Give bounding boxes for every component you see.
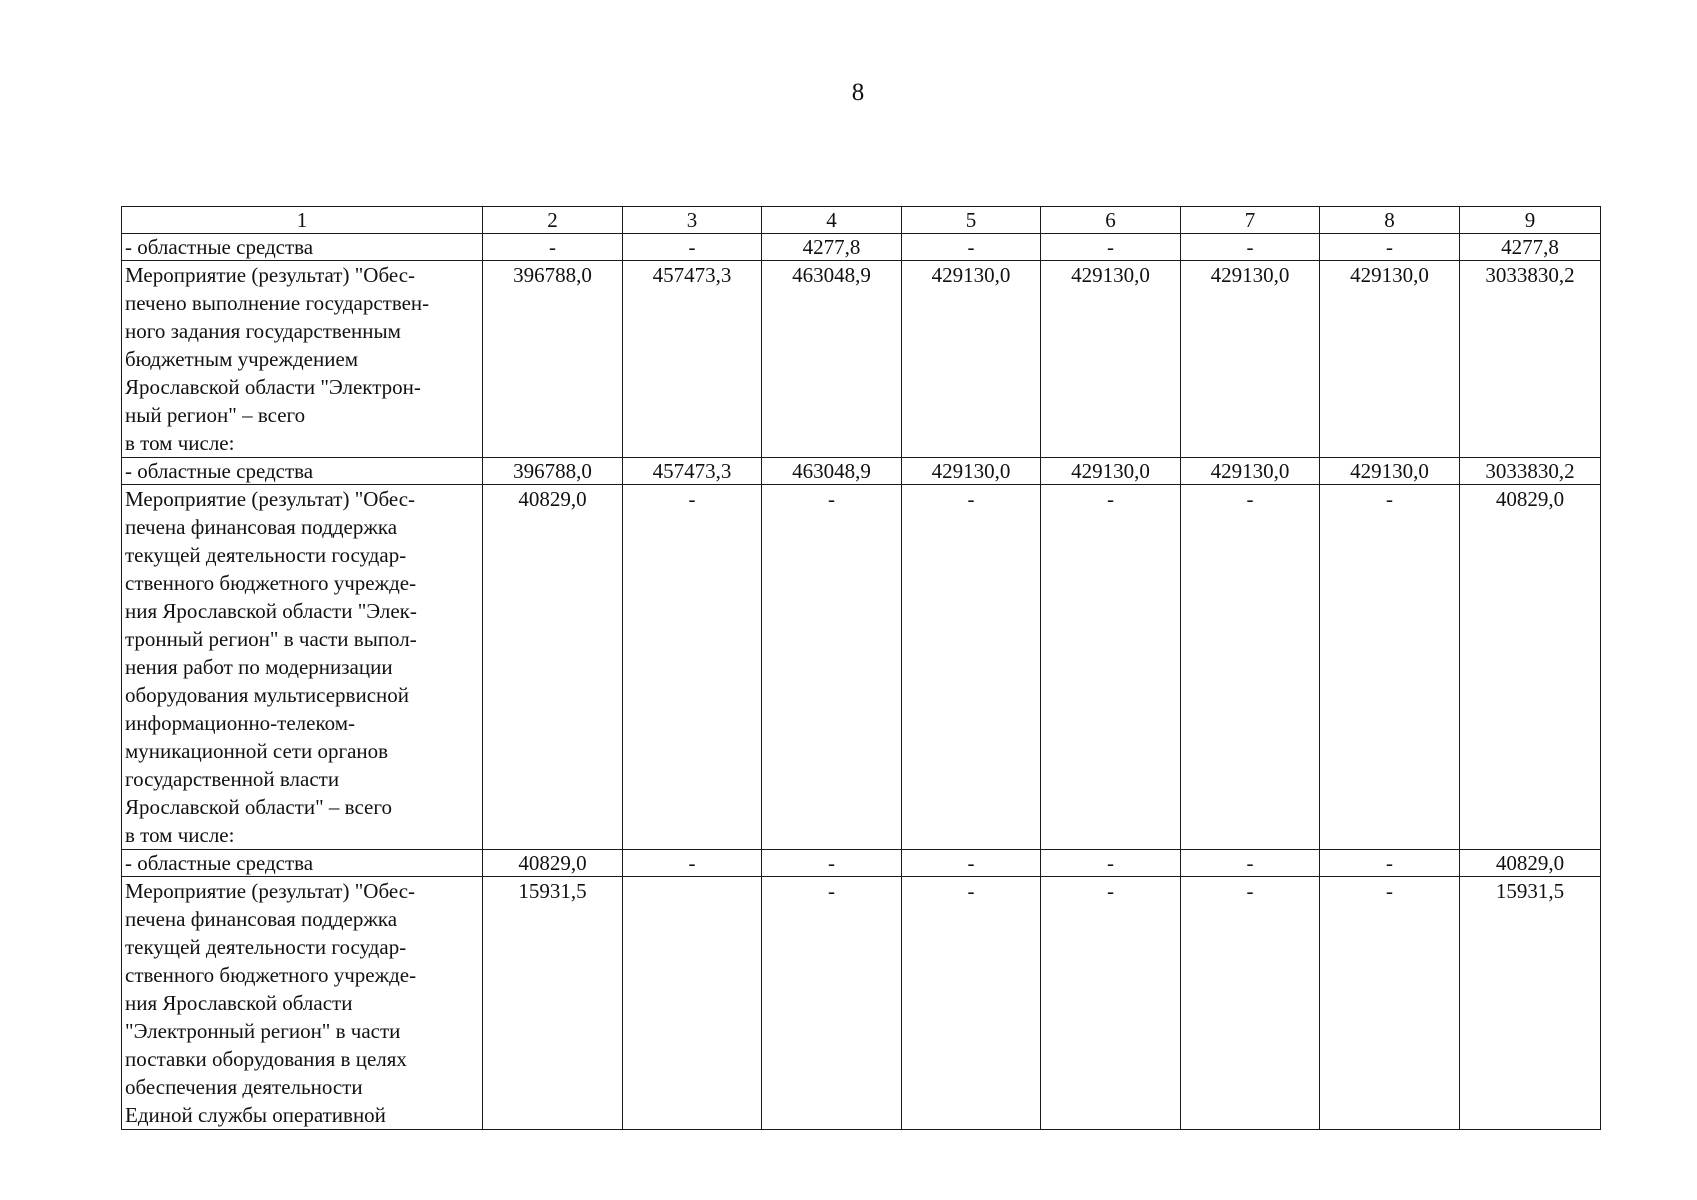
value-cell: 396788,0 (483, 261, 623, 458)
description-line: "Электронный регион" в части (125, 1019, 401, 1043)
description-line: Мероприятие (результат) "Обес- (125, 263, 416, 287)
description-line: ственного бюджетного учрежде- (125, 963, 417, 987)
row-label: - областные средства (122, 458, 483, 485)
description-line: поставки оборудования в целях (125, 1047, 407, 1071)
description-line: в том числе: (125, 431, 235, 455)
value-cell: - (902, 850, 1041, 877)
column-number-5: 5 (902, 207, 1041, 234)
value-cell: - (762, 485, 902, 850)
value-cell: 396788,0 (483, 458, 623, 485)
value-cell: - (1320, 485, 1460, 850)
total-cell: 4277,8 (1460, 234, 1601, 261)
description-line: ния Ярославской области "Элек- (125, 599, 417, 623)
column-number-4: 4 (762, 207, 902, 234)
table-header-row (122, 207, 1601, 234)
value-cell: - (1320, 850, 1460, 877)
value-cell: 429130,0 (1320, 458, 1460, 485)
description-line: ственного бюджетного учрежде- (125, 571, 417, 595)
description-line: бюджетным учреждением (125, 347, 359, 371)
table-row (122, 850, 1601, 877)
value-cell: 429130,0 (902, 458, 1041, 485)
value-cell: - (623, 850, 762, 877)
description-line: ния Ярославской области (125, 991, 353, 1015)
column-number-9: 9 (1460, 207, 1601, 234)
table-row (122, 458, 1601, 485)
description-line: Мероприятие (результат) "Обес- (125, 879, 416, 903)
value-cell: 40829,0 (483, 485, 623, 850)
column-number-2: 2 (483, 207, 623, 234)
value-cell: 429130,0 (1181, 261, 1320, 458)
total-cell: 3033830,2 (1460, 458, 1601, 485)
row-label: - областные средства (122, 850, 483, 877)
total-cell: 15931,5 (1460, 877, 1601, 1130)
description-line: печена финансовая поддержка (125, 515, 398, 539)
table-row (122, 261, 1601, 458)
description-line: Ярославской области" – всего (125, 795, 392, 819)
value-cell: - (902, 877, 1041, 1130)
description-line: государственной власти (125, 767, 340, 791)
description-line: Мероприятие (результат) "Обес- (125, 487, 416, 511)
page-number: 8 (851, 79, 865, 106)
column-number-6: 6 (1041, 207, 1181, 234)
value-cell: - (1041, 234, 1181, 261)
value-cell: 4277,8 (762, 234, 902, 261)
description-line: печено выполнение государствен- (125, 291, 430, 315)
value-cell: - (902, 234, 1041, 261)
total-cell: 3033830,2 (1460, 261, 1601, 458)
column-number-3: 3 (623, 207, 762, 234)
description-line: информационно-телеком- (125, 711, 355, 735)
value-cell: - (1041, 850, 1181, 877)
value-cell: 40829,0 (483, 850, 623, 877)
column-number-7: 7 (1181, 207, 1320, 234)
value-cell: 463048,9 (762, 261, 902, 458)
value-cell: 457473,3 (623, 458, 762, 485)
description-line: текущей деятельности государ- (125, 935, 407, 959)
value-cell: 429130,0 (1181, 458, 1320, 485)
value-cell: - (1320, 234, 1460, 261)
value-cell: 429130,0 (1041, 261, 1181, 458)
table-row (122, 877, 1601, 1130)
description-line: оборудования мультисервисной (125, 683, 410, 707)
value-cell: 463048,9 (762, 458, 902, 485)
description-line: печена финансовая поддержка (125, 907, 398, 931)
value-cell: 429130,0 (1041, 458, 1181, 485)
description-line: муникационной сети органов (125, 739, 389, 763)
description-line: в том числе: (125, 823, 235, 847)
description-line: текущей деятельности государ- (125, 543, 407, 567)
value-cell: - (483, 234, 623, 261)
column-number-8: 8 (1320, 207, 1460, 234)
description-line: Ярославской области "Электрон- (125, 375, 421, 399)
value-cell: - (1320, 877, 1460, 1130)
description-line: Единой службы оперативной (125, 1103, 386, 1127)
value-cell: - (1181, 877, 1320, 1130)
description-line: нения работ по модернизации (125, 655, 393, 679)
value-cell: - (902, 485, 1041, 850)
value-cell: 15931,5 (483, 877, 623, 1130)
value-cell: - (1041, 485, 1181, 850)
value-cell: - (623, 485, 762, 850)
value-cell: - (1181, 234, 1320, 261)
row-label: - областные средства (122, 234, 483, 261)
table-row (122, 485, 1601, 850)
measure-description (122, 485, 483, 850)
value-cell: 429130,0 (1320, 261, 1460, 458)
value-cell: - (762, 877, 902, 1130)
measure-description (122, 877, 483, 1130)
description-line: тронный регион" в части выпол- (125, 627, 417, 651)
measure-description (122, 261, 483, 458)
description-line: обеспечения деятельности (125, 1075, 363, 1099)
table-row (122, 234, 1601, 261)
total-cell: 40829,0 (1460, 485, 1601, 850)
value-cell: - (1181, 850, 1320, 877)
budget-table (121, 206, 1601, 1130)
value-cell (623, 877, 762, 1130)
value-cell: - (1181, 485, 1320, 850)
value-cell: - (762, 850, 902, 877)
column-number-1: 1 (122, 207, 483, 234)
value-cell: - (1041, 877, 1181, 1130)
description-line: ного задания государственным (125, 319, 401, 343)
total-cell: 40829,0 (1460, 850, 1601, 877)
value-cell: 457473,3 (623, 261, 762, 458)
value-cell: - (623, 234, 762, 261)
description-line: ный регион" – всего (125, 403, 306, 427)
value-cell: 429130,0 (902, 261, 1041, 458)
